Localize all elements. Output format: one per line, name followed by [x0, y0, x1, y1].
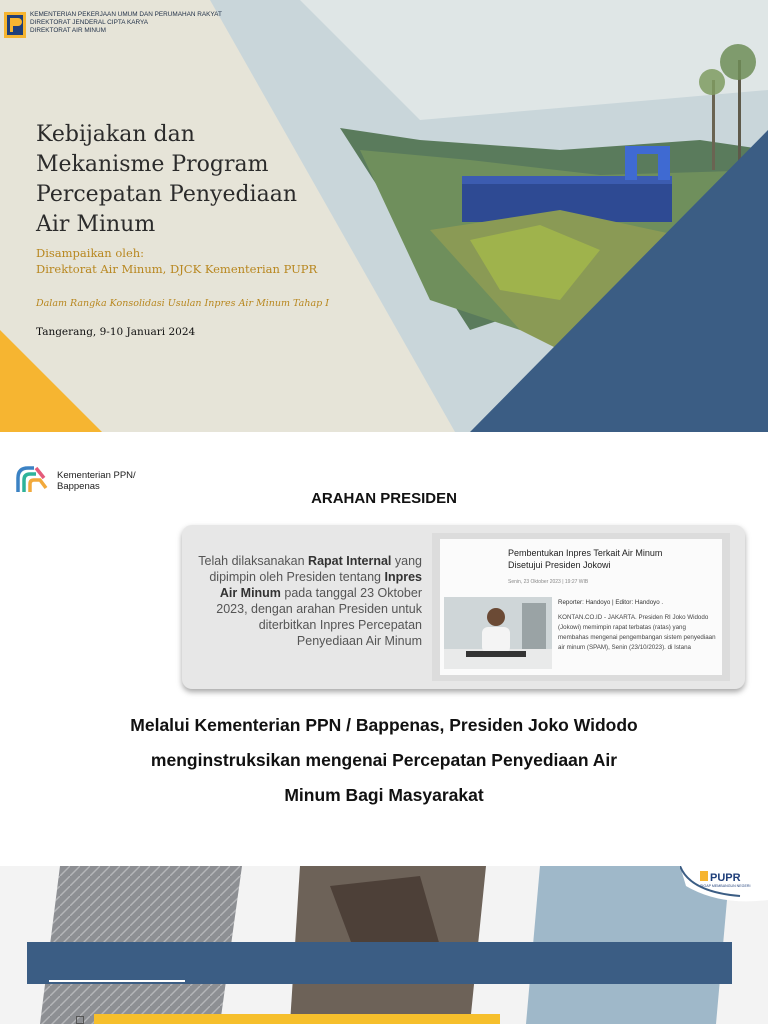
- title-line: Percepatan Penyediaan: [36, 182, 297, 207]
- bappenas-name: Kementerian PPN/ Bappenas: [57, 470, 136, 492]
- title-slide: [0, 0, 768, 432]
- presented-by-label: Disampaikan oleh:: [36, 246, 145, 260]
- event-context: Dalam Rangka Konsolidasi Usulan Inpres Air Minum Tahap I: [36, 298, 329, 309]
- news-article: [440, 539, 722, 675]
- presenter-block: [36, 245, 317, 277]
- arahan-presiden-slide: [0, 432, 768, 866]
- highlight-bar: [94, 1014, 500, 1024]
- pupr-logo-icon: [4, 12, 26, 38]
- presentation-title: [36, 120, 336, 240]
- pupr-logo-text: PUPR: [710, 872, 741, 884]
- instruction-statement: [100, 708, 668, 813]
- band-underline: [49, 980, 185, 982]
- bullet-marker: [76, 1016, 84, 1024]
- org-line: DIREKTORAT AIR MINUM: [30, 27, 106, 34]
- title-line: Air Minum: [36, 212, 156, 237]
- president-photo: [444, 597, 552, 669]
- pupr-logo-subtext: SIGAP MEMBANGUN NEGERI: [700, 884, 751, 888]
- news-credit: Reporter: Handoyo | Editor: Handoyo .: [558, 599, 664, 606]
- place-date: Tangerang, 9-10 Januari 2024: [36, 326, 196, 338]
- statement-line: Melalui Kementerian PPN / Bappenas, Presiden Joko Widodo: [130, 715, 638, 735]
- meeting-summary: Telah dilaksanakan Rapat Internal yang dipimpin oleh Presiden tentang Inpres Air Minum pada tanggal 23 Oktober 2023, dengan arahan Presiden untuk diterbitkan Inpres Percepatan Penyediaan Air Minum: [198, 554, 422, 648]
- news-date: Senin, 23 Oktober 2023 | 19:27 WIB: [508, 579, 589, 585]
- news-clipping: [432, 533, 730, 681]
- title-line: Kebijakan dan: [36, 122, 195, 147]
- statement-line: menginstruksikan mengenai Percepatan Penyediaan Air: [150, 750, 618, 770]
- news-title: Pembentukan Inpres Terkait Air Minum Disetujui Presiden Jokowi: [508, 548, 663, 570]
- meeting-card: [182, 525, 745, 689]
- presenter-name: Direktorat Air Minum, DJCK Kementerian PUPR: [36, 262, 318, 276]
- org-line: KEMENTERIAN PEKERJAAN UMUM DAN PERUMAHAN RAKYAT: [30, 11, 222, 18]
- statement-line: Minum Bagi Masyarakat: [284, 785, 484, 805]
- title-band: [27, 942, 732, 984]
- slide-heading: ARAHAN PRESIDEN: [311, 490, 457, 507]
- section-slide: [0, 866, 768, 1024]
- pupr-badge-icon: [680, 866, 768, 906]
- organization-header: [30, 11, 222, 35]
- title-line: Mekanisme Program: [36, 152, 269, 177]
- news-body: KONTAN.CO.ID - JAKARTA. Presiden RI Joko Widodo (Jokowi) memimpin rapat terbatas (ratas) yang membahas mengenai pengembangan sistem penyediaan air minum (SPAM), Senin (23/10/2023). di Istana: [558, 614, 716, 651]
- org-line: DIREKTORAT JENDERAL CIPTA KARYA: [30, 19, 149, 26]
